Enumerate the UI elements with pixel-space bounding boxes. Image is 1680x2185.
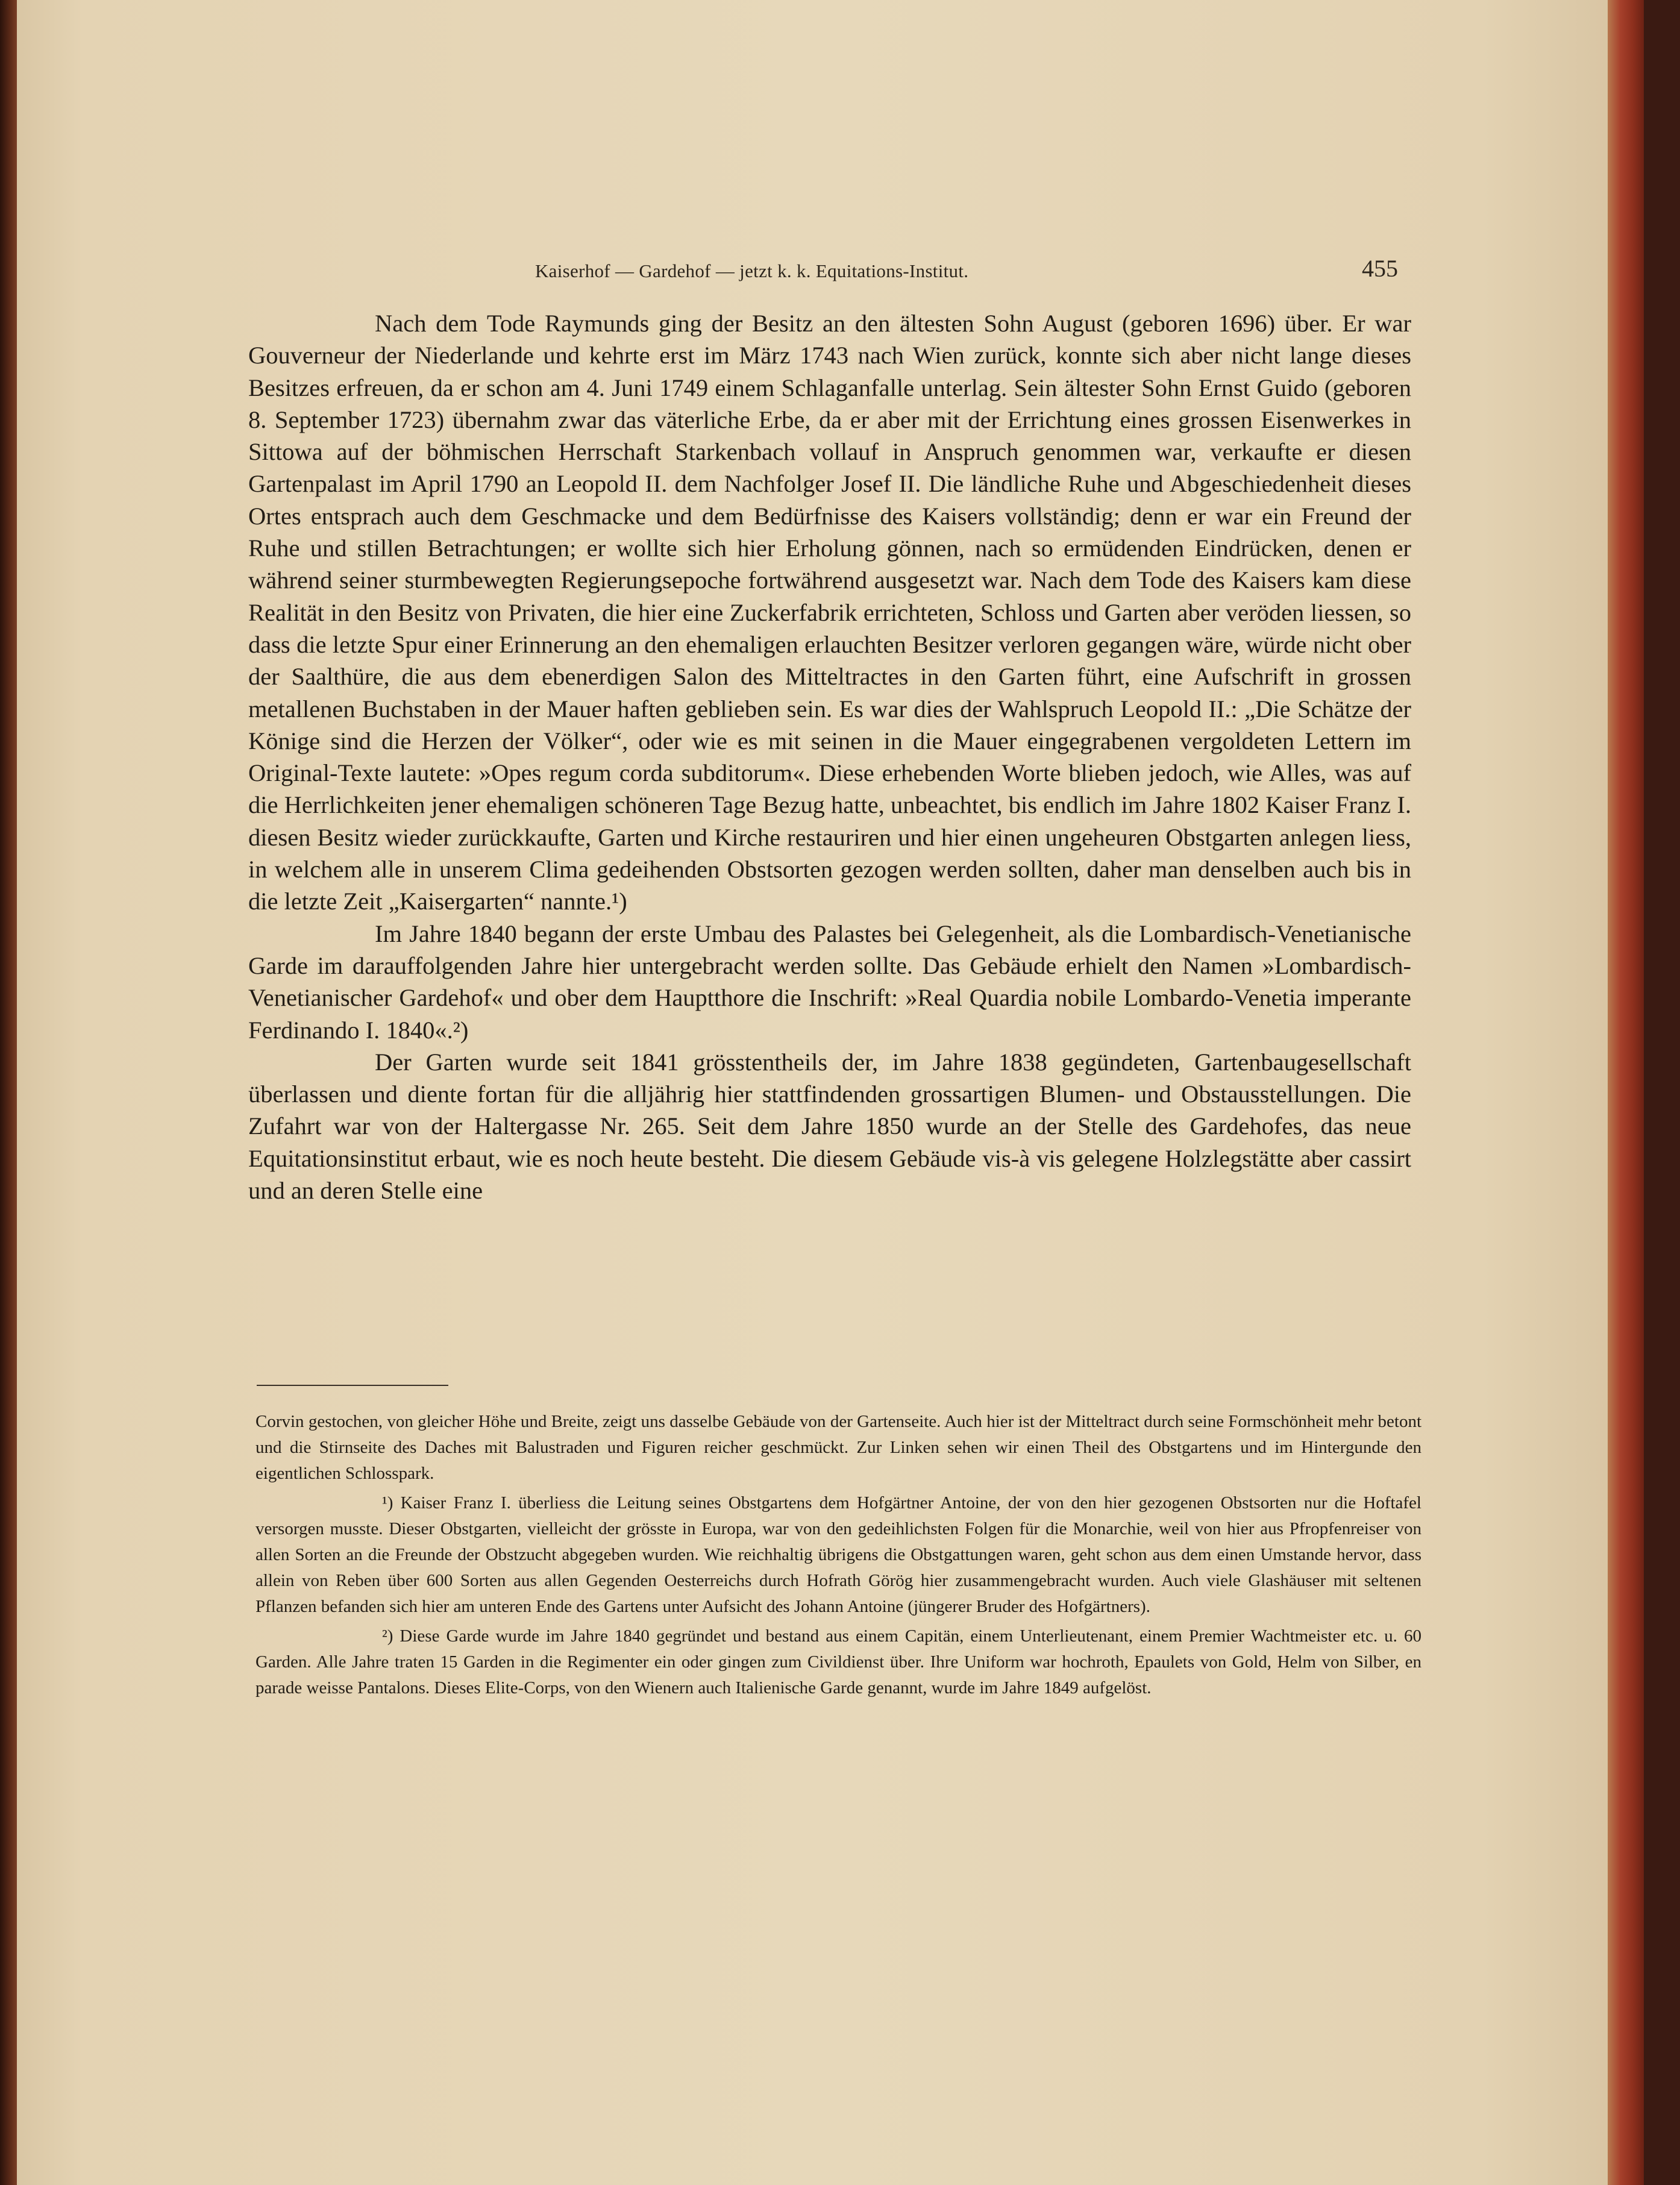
page-header: [17, 255, 1644, 290]
red-binding-edge: [1608, 0, 1644, 2185]
footnote-divider: [257, 1385, 448, 1386]
paragraph: Im Jahre 1840 begann der erste Umbau des Palastes bei Gelegenheit, als die Lombardisch-Venetianische Garde im darauffolgenden Jahre hier untergebracht werden sollte. Das Gebäude erhielt den Namen »Lombardisch-Venetianischer Gardehof« und ober dem Hauptthore die Inschrift: »Real Quardia nobile Lombardo-Venetia imperante Ferdinando I. 1840«.²): [248, 920, 1411, 1044]
paragraph: Nach dem Tode Raymunds ging der Besitz an den ältesten Sohn August (geboren 1696) über. Er war Gouverneur der Niederlande und kehrte erst im März 1743 nach Wien zurück, konnte sich aber nicht lange dieses Besitzes erfreuen, da er schon am 4. Juni 1749 einem Schlaganfalle unterlag. Sein ältester Sohn Ernst Guido (geboren 8. September 1723) übernahm zwar das väterliche Erbe, da er aber mit der Errichtung eines grossen Eisenwerkes in Sittowa auf der böhmischen Herrschaft Starkenbach vollauf in Anspruch genommen war, verkaufte er diesen Gartenpalast im April 1790 an Leopold II. dem Nachfolger Josef II. Die ländliche Ruhe und Abgeschiedenheit dieses Ortes entsprach auch dem Geschmacke und dem Bedürfnisse des Kaisers vollständig; denn er war ein Freund der Ruhe und stillen Betrachtungen; er wollte sich hier Erholung gönnen, nach so ermüdenden Eindrücken, denen er während seiner sturmbewegten Regierungsepoche fortwährend ausgesetzt war. Nach dem Tode des Kaisers kam diese Realität in den Besitz von Privaten, die hier eine Zuckerfabrik errichteten, Schloss und Garten aber veröden liessen, so dass die letzte Spur einer Erinnerung an den ehemaligen erlauchten Besitzer verloren gegangen wäre, würde nicht ober der Saalthüre, die aus dem ebenerdigen Salon des Mitteltractes in den Garten führt, eine Aufschrift in grossen metallenen Buchstaben in der Mauer haften geblieben sein. Es war dies der Wahlspruch Leopold II.: „Die Schätze der Könige sind die Herzen der Völker“, oder wie es mit seinen in die Mauer eingegrabenen vergoldeten Lettern im Original-Texte lautete: »Opes regum corda subditorum«. Diese erhebenden Worte blieben jedoch, wie Alles, was auf die Herrlichkeiten jener ehemaligen schöneren Tage Bezug hatte, unbeachtet, bis endlich im Jahre 1802 Kaiser Franz I. diesen Besitz wieder zurückkaufte, Garten und Kirche restauriren und hier einen ungeheuren Obstgarten anlegen liess, in welchem alle in unserem Clima gedeihenden Obstsorten gezogen werden sollten, daher man denselben auch bis in die letzte Zeit „Kaisergarten“ nannte.¹): [248, 310, 1411, 915]
book-page: [17, 0, 1644, 2185]
main-text: [248, 307, 1411, 1206]
footnote-continuation: Corvin gestochen, von gleicher Höhe und Breite, zeigt uns dasselbe Gebäude von der Gartenseite. Auch hier ist der Mitteltract durch seine Formschönheit mehr betont und die Stirnseite des Daches mit Balustraden und Figuren reicher geschmückt. Zur Linken sehen wir einen Theil des Obstgartens und im Hintergunde den eigentlichen Schlosspark.: [255, 1412, 1421, 1483]
page-number: 455: [1362, 255, 1398, 282]
running-head: Kaiserhof — Gardehof — jetzt k. k. Equitations-Institut.: [535, 260, 969, 281]
paragraph: Der Garten wurde seit 1841 grösstentheils der, im Jahre 1838 gegündeten, Gartenbaugesellschaft überlassen und diente fortan für die alljährig hier stattfindenden grossartigen Blumen- und Obstausstellungen. Die Zufahrt war von der Haltergasse Nr. 265. Seit dem Jahre 1850 wurde an der Stelle des Gardehofes, das neue Equitationsinstitut erbaut, wie es noch heute besteht. Die diesem Gebäude vis-à vis gelegene Holzlegstätte aber cassirt und an deren Stelle eine: [248, 1048, 1411, 1205]
footnote-1: ¹) Kaiser Franz I. überliess die Leitung seines Obstgartens dem Hofgärtner Antoine, der von den hier gezogenen Obstsorten nur die Hoftafel versorgen musste. Dieser Obstgarten, vielleicht der grösste in Europa, war von den gedeihlichsten Folgen für die Monarchie, weil von hier aus Pfropfenreiser von allen Sorten an die Freunde der Obstzucht abgegeben wurden. Wie reichhaltig übrigens die Obstgattungen waren, geht schon aus dem einen Umstande hervor, dass allein von Reben über 600 Sorten aus allen Gegenden Oesterreichs durch Hofrath Görög hier zusammengebracht wurden. Auch viele Glashäuser mit seltenen Pflanzen befanden sich hier am unteren Ende des Gartens unter Aufsicht des Johann Antoine (jüngerer Bruder des Hofgärtners).: [255, 1493, 1421, 1616]
footnote-2: ²) Diese Garde wurde im Jahre 1840 gegründet und bestand aus einem Capitän, einem Unterlieutenant, einem Premier Wachtmeister etc. u. 60 Garden. Alle Jahre traten 15 Garden in die Regimenter ein oder gingen zum Civildienst über. Ihre Uniform war hochroth, Epaulets von Gold, Helm von Silber, en parade weisse Pantalons. Dieses Elite-Corps, von den Wienern auch Italienische Garde genannt, wurde im Jahre 1849 aufgelöst.: [255, 1626, 1421, 1698]
book-gutter-edge: [0, 0, 17, 2185]
footnotes: [255, 1409, 1421, 1705]
